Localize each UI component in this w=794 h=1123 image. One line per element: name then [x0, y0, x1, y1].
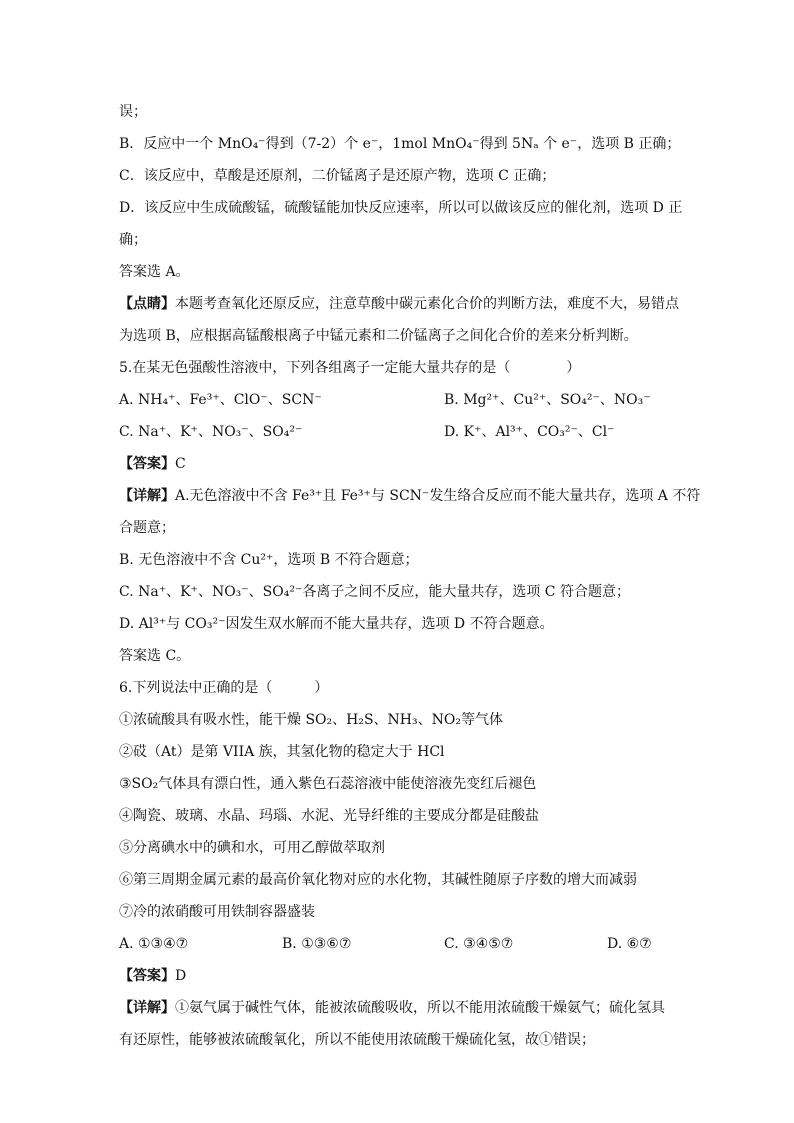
text-line: 合题意； [119, 520, 175, 536]
answer-tag: 【答案】 [119, 456, 175, 472]
q6-option-a: A. ①③④⑦ [119, 936, 189, 952]
q6-statement: ②砹（At）是第 VIIA 族，其氢化物的稳定大于 HCl [119, 744, 445, 760]
q6-statement: ①浓硫酸具有吸水性，能干燥 SO₂、H₂S、NH₃、NO₂等气体 [119, 712, 503, 728]
q5-answer-line [119, 454, 186, 474]
q6-statement: ⑥第三周期金属元素的最高价氧化物对应的水化物，其碱性随原子序数的增大而减弱 [119, 872, 637, 888]
detail-tag: 【详解】 [119, 488, 175, 504]
dianjing-text: 本题考查氧化还原反应，注意草酸中碳元素化合价的判断方法，难度不大，易错点 [175, 296, 679, 312]
q5-detail-line [119, 486, 700, 506]
dianjing-tag: 【点睛】 [119, 296, 175, 312]
text-line: 确； [119, 232, 147, 248]
answer-tag: 【答案】 [119, 968, 175, 984]
q6-option-c: C. ③④⑤⑦ [444, 936, 514, 952]
q5-option-d: D. K⁺、Al³⁺、CO₃²⁻、Cl⁻ [444, 424, 615, 440]
q6-answer-line [119, 966, 186, 986]
text-line: 答案选 A。 [119, 264, 190, 280]
q6-statement: ③SO₂气体具有漂白性，通入紫色石蕊溶液中能使溶液先变红后褪色 [119, 776, 537, 792]
q5-option-b: B. Mg²⁺、Cu²⁺、SO₄²⁻、NO₃⁻ [444, 392, 651, 408]
q6-statement: ⑦冷的浓硝酸可用铁制容器盛装 [119, 904, 315, 920]
text-line: C. Na⁺、K⁺、NO₃⁻、SO₄²⁻各离子之间不反应，能大量共存，选项 C 符合题意； [119, 584, 630, 600]
detail-text: A.无色溶液中不含 Fe³⁺且 Fe³⁺与 SCN⁻发生络合反应而不能大量共存，选项 A 不符 [175, 488, 701, 504]
q6-statement: ④陶瓷、玻璃、水晶、玛瑙、水泥、光导纤维的主要成分都是硅酸盐 [119, 808, 539, 824]
text-line: 误； [119, 104, 147, 120]
question-6-stem: 6.下列说法中正确的是（ ） [119, 680, 329, 696]
q6-option-b: B. ①③⑥⑦ [282, 936, 352, 952]
text-line: C．该反应中，草酸是还原剂，二价锰离子是还原产物，选项 C 正确； [119, 168, 556, 184]
text-line: D．该反应中生成硫酸锰，硫酸锰能加快反应速率，所以可以做该反应的催化剂，选项 D 正 [119, 200, 683, 216]
text-line: 答案选 C。 [119, 648, 191, 664]
q6-option-d: D. ⑥⑦ [607, 936, 652, 952]
text-line: 为选项 B，应根据高锰酸根离子中锰元素和二价锰离子之间化合价的差来分析判断。 [119, 328, 638, 344]
question-5-stem: 5.在某无色强酸性溶液中，下列各组离子一定能大量共存的是（ ） [119, 360, 581, 376]
text-line: B. 无色溶液中不含 Cu²⁺，选项 B 不符合题意； [119, 552, 419, 568]
detail-text: ①氨气属于碱性气体，能被浓硫酸吸收，所以不能用浓硫酸干燥氨气；硫化氢具 [175, 1000, 665, 1016]
text-line: B．反应中一个 MnO₄⁻得到（7-2）个 e⁻，1mol MnO₄⁻得到 5Nₐ 个 e⁻，选项 B 正确； [119, 136, 681, 152]
text-line: 有还原性，能够被浓硫酸氧化，所以不能使用浓硫酸干燥硫化氢，故①错误； [119, 1032, 595, 1048]
text-line: D. Al³⁺与 CO₃²⁻因发生双水解而不能大量共存，选项 D 不符合题意。 [119, 616, 554, 632]
answer-value: C [175, 456, 186, 472]
q5-option-a: A. NH₄⁺、Fe³⁺、ClO⁻、SCN⁻ [119, 392, 322, 408]
q6-detail-line [119, 998, 665, 1018]
answer-value: D [175, 968, 187, 984]
dianjing-line [119, 294, 679, 314]
q6-statement: ⑤分离碘水中的碘和水，可用乙醇做萃取剂 [119, 840, 385, 856]
q5-option-c: C. Na⁺、K⁺、NO₃⁻、SO₄²⁻ [119, 424, 303, 440]
detail-tag: 【详解】 [119, 1000, 175, 1016]
